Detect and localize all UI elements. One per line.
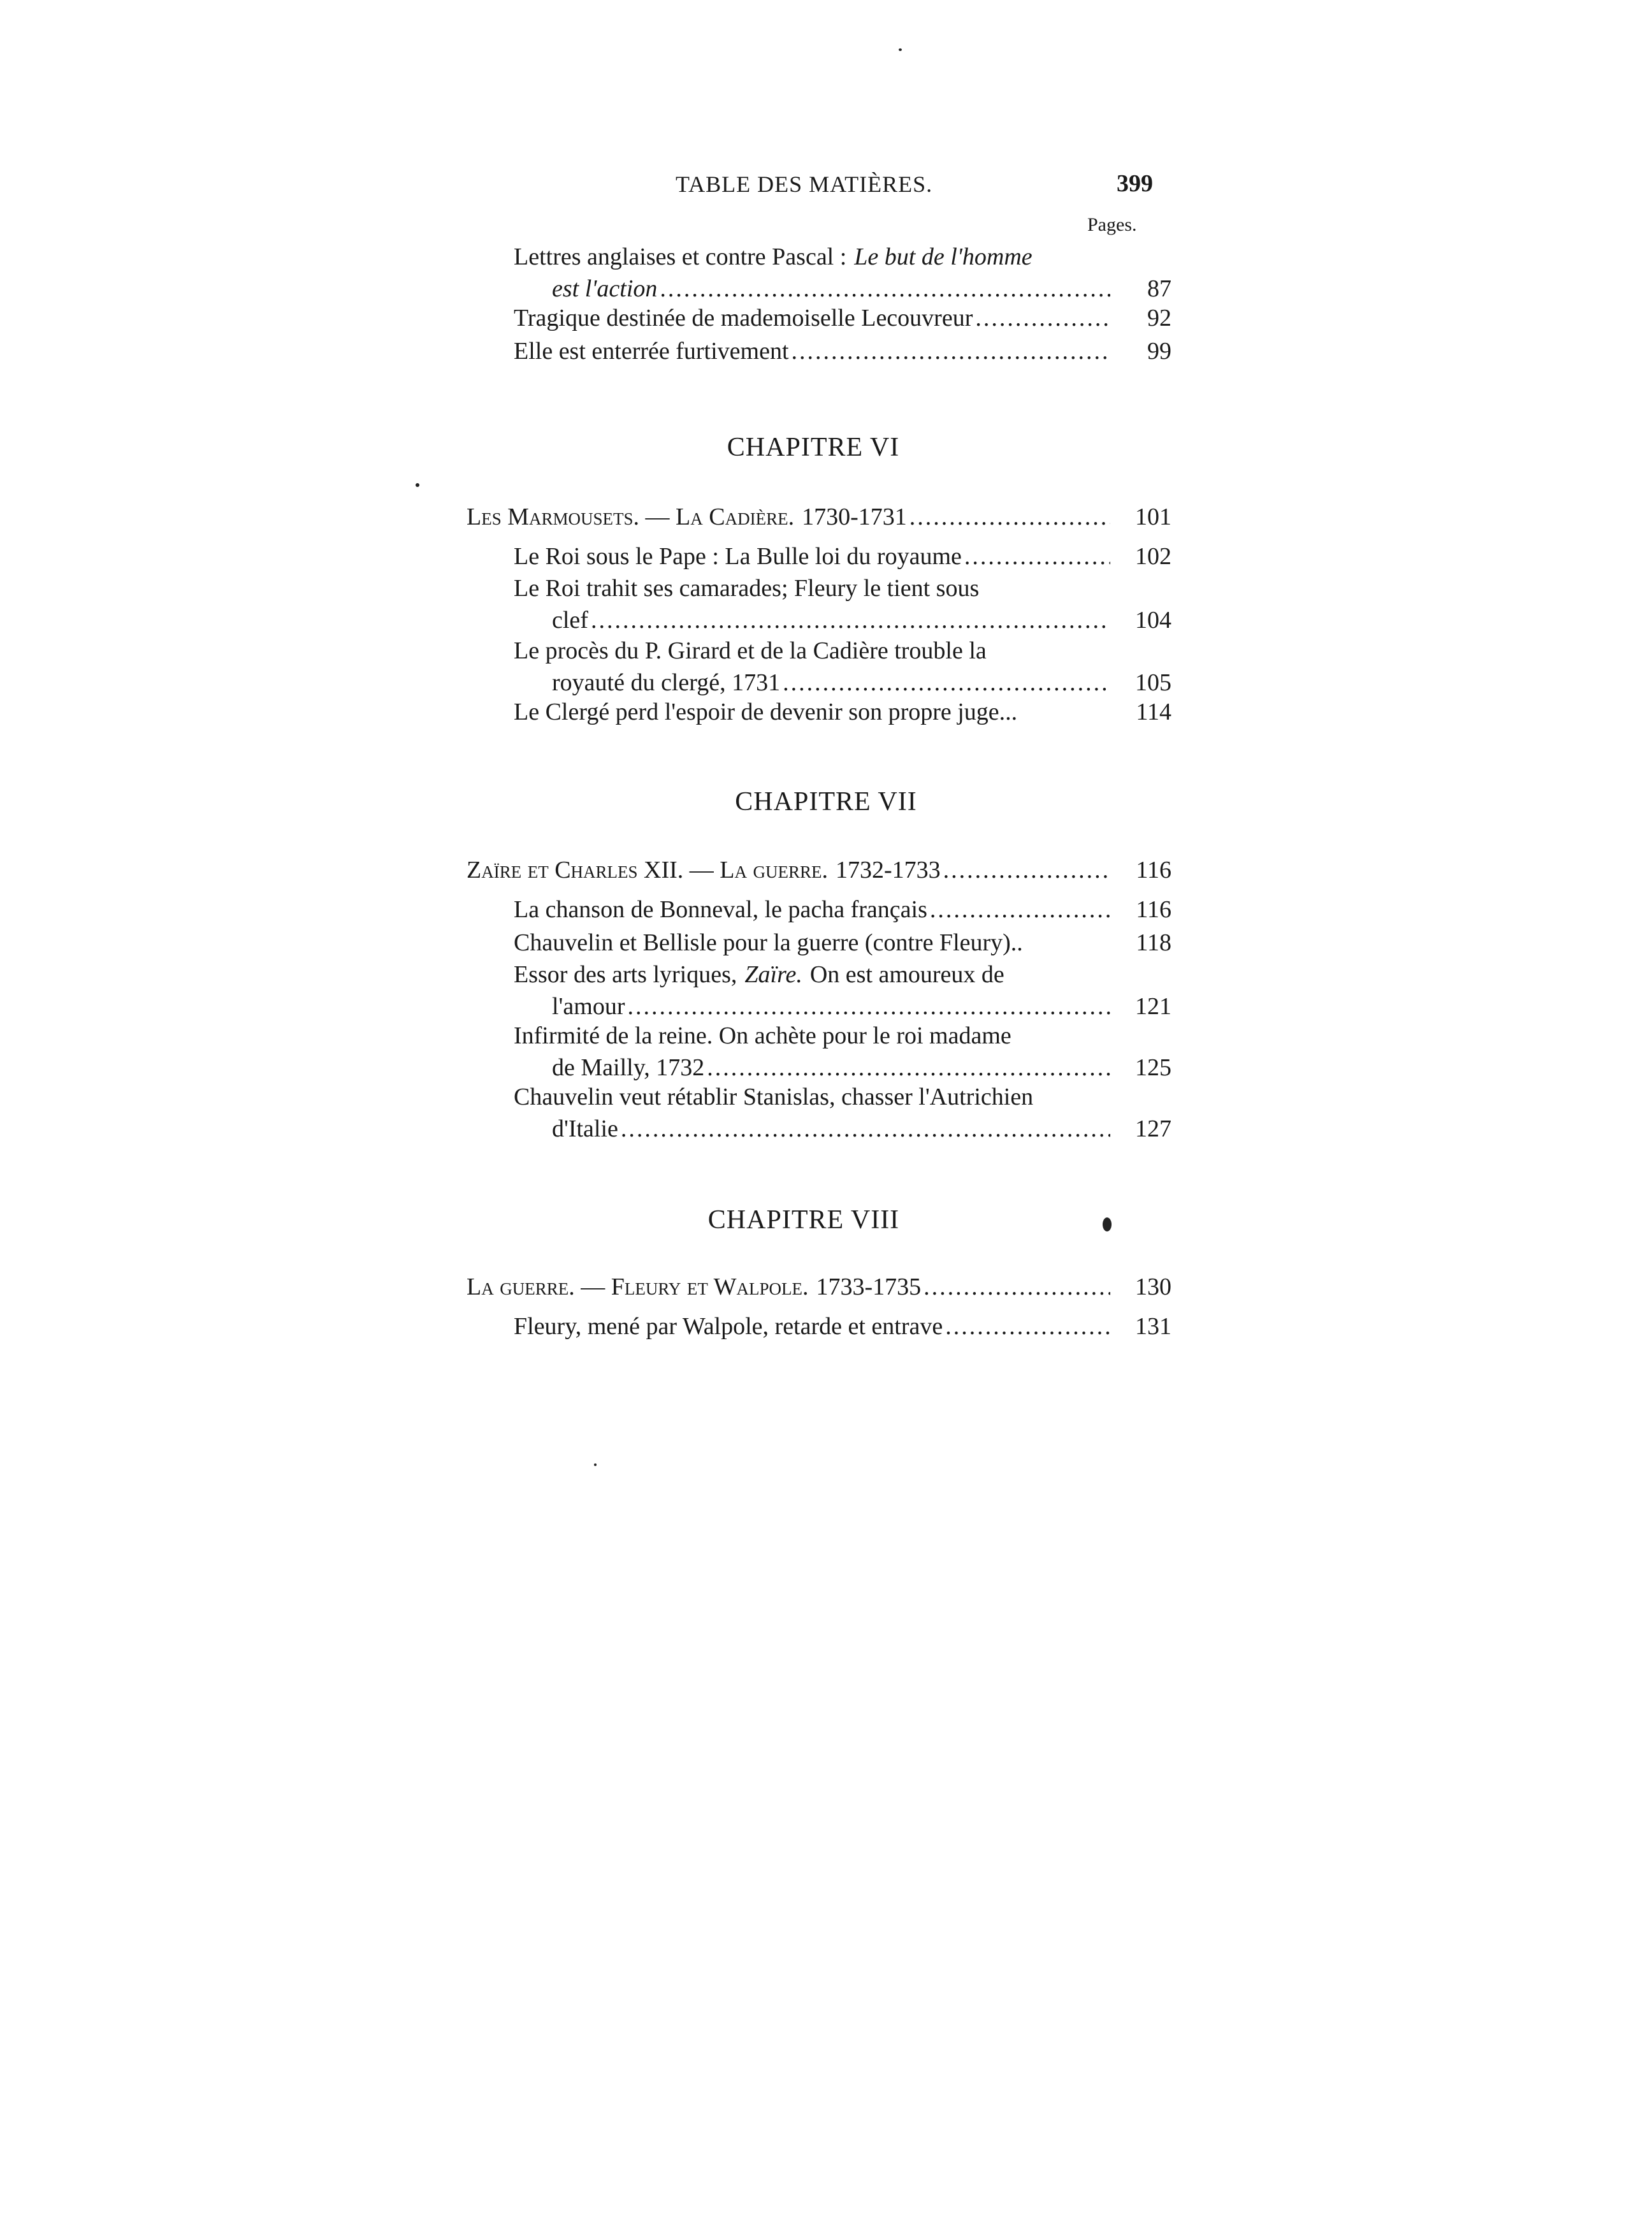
dot-leader: [943, 854, 1110, 886]
chapter-heading-vi: CHAPITRE VI: [727, 433, 900, 462]
toc-entry-infirmite: [514, 1020, 1171, 1084]
toc-page-number: 92: [1147, 305, 1171, 331]
toc-entry-text: Infirmité de la reine. On achète pour le roi madame: [514, 1022, 1011, 1049]
toc-entry-chauvelin: [514, 927, 1171, 959]
toc-entry-line: [514, 1113, 1171, 1145]
toc-entry-line: [514, 572, 1171, 604]
ink-speck: [594, 1463, 597, 1466]
toc-entry-text: royauté du clergé, 1731: [552, 669, 781, 696]
toc-entry-marmousets: [467, 501, 1171, 533]
toc-entry-zaire: [467, 854, 1171, 886]
dot-leader: [621, 1113, 1110, 1145]
toc-entry-text: La guerre. — Fleury et Walpole.: [467, 1274, 809, 1300]
toc-entry-years: 1732-1733: [836, 857, 941, 883]
toc-entry-text: l'amour: [552, 993, 625, 1020]
toc-entry-guerre: [467, 1271, 1171, 1303]
toc-entry-line: [514, 927, 1171, 959]
toc-entry-text: Le procès du P. Girard et de la Cadière trouble la: [514, 637, 987, 664]
toc-entry-enterree: [514, 335, 1171, 367]
toc-entry-line: [514, 335, 1171, 367]
toc-page-number: 105: [1135, 669, 1171, 696]
toc-entry-line: [514, 302, 1171, 334]
dot-leader: [627, 991, 1110, 1022]
toc-entry-text: Fleury, mené par Walpole, retarde et entrave: [514, 1313, 943, 1340]
dot-leader: [975, 302, 1110, 334]
toc-page-number: 116: [1136, 896, 1171, 923]
dot-leader: [792, 335, 1110, 367]
toc-page-number: 99: [1147, 338, 1171, 365]
toc-entry-text: Lettres anglaises et contre Pascal :: [514, 243, 847, 270]
ink-speck: [899, 48, 902, 51]
toc-page-number: 87: [1147, 275, 1171, 302]
toc-entry-text-italic: est l'action: [552, 275, 658, 302]
toc-entry-line: [514, 991, 1171, 1022]
ink-speck: [416, 483, 419, 487]
toc-page-number: 125: [1135, 1054, 1171, 1081]
toc-entry-text: Zaïre et Charles XII. — La guerre.: [467, 857, 829, 883]
toc-entry-years: 1730-1731: [802, 504, 907, 530]
toc-page-number: 118: [1136, 929, 1171, 956]
dot-leader: [783, 667, 1110, 699]
toc-entry-clerge: [514, 696, 1171, 728]
chapter-heading-vii: CHAPITRE VII: [735, 787, 917, 817]
running-header-title: TABLE DES MATIÈRES.: [676, 171, 933, 197]
toc-entry-text: Le Clergé perd l'espoir de devenir son propre juge...: [514, 699, 1018, 725]
toc-page-number: 102: [1135, 543, 1171, 570]
toc-entry-line: [467, 1271, 1171, 1303]
toc-entry-roi-pape: [514, 541, 1171, 572]
toc-entry-text: Chauvelin veut rétablir Stanislas, chasser l'Autrichien: [514, 1084, 1034, 1110]
toc-entry-tragique: [514, 302, 1171, 334]
toc-entry-line: [514, 604, 1171, 636]
toc-entry-line: [514, 1052, 1171, 1084]
toc-page-number: 130: [1135, 1274, 1171, 1300]
toc-entry-text: clef: [552, 607, 588, 634]
toc-entry-line: [467, 501, 1171, 533]
dot-leader: [909, 501, 1110, 533]
toc-entry-stanislas: [514, 1081, 1171, 1145]
dot-leader: [660, 273, 1110, 305]
toc-entry-line: [467, 854, 1171, 886]
toc-page-number: 104: [1135, 607, 1171, 634]
toc-entry-proces: [514, 635, 1171, 699]
toc-page-number: 131: [1135, 1313, 1171, 1340]
toc-entry-fleury-walpole: [514, 1310, 1171, 1342]
toc-page-number: 127: [1135, 1115, 1171, 1142]
page-number: 399: [1117, 170, 1153, 197]
toc-entry-line: [514, 696, 1171, 728]
toc-entry-line: [514, 241, 1171, 273]
toc-page-number: 121: [1135, 993, 1171, 1020]
toc-entry-text: Le Roi trahit ses camarades; Fleury le tient sous: [514, 575, 980, 602]
dot-leader: [945, 1310, 1110, 1342]
toc-entry-text-italic: Zaïre.: [744, 961, 802, 988]
toc-entry-line: [514, 667, 1171, 699]
toc-entry-lettres: [514, 241, 1171, 305]
toc-entry-roi-trahit: [514, 572, 1171, 636]
toc-entry-line: [514, 1310, 1171, 1342]
toc-entry-text: d'Italie: [552, 1115, 618, 1142]
toc-entry-text: de Mailly, 1732: [552, 1054, 705, 1081]
dot-leader: [591, 604, 1110, 636]
toc-entry-bonneval: [514, 894, 1171, 926]
dot-leader: [924, 1271, 1110, 1303]
toc-entry-text: Les Marmousets. — La Cadière.: [467, 504, 795, 530]
toc-entry-line: [514, 1081, 1171, 1113]
toc-entry-text: Essor des arts lyriques,: [514, 961, 737, 988]
toc-entry-text: Chauvelin et Bellisle pour la guerre (contre Fleury)..: [514, 929, 1023, 956]
toc-entry-text-italic: Le but de l'homme: [854, 243, 1032, 270]
toc-entry-line: [514, 273, 1171, 305]
toc-entry-line: [514, 894, 1171, 926]
dot-leader: [964, 541, 1110, 572]
toc-page-number: 116: [1136, 857, 1171, 883]
toc-entry-text: Le Roi sous le Pape : La Bulle loi du royaume: [514, 543, 962, 570]
toc-entry-text: Elle est enterrée furtivement: [514, 338, 789, 365]
toc-entry-line: [514, 1020, 1171, 1052]
toc-entry-text: La chanson de Bonneval, le pacha français: [514, 896, 927, 923]
dot-leader: [707, 1052, 1110, 1084]
toc-entry-essor: [514, 959, 1171, 1022]
toc-entry-line: [514, 541, 1171, 572]
toc-entry-line: [514, 959, 1171, 991]
toc-entry-text: Tragique destinée de mademoiselle Lecouvreur: [514, 305, 973, 331]
toc-page-number: 114: [1136, 699, 1171, 725]
toc-page-number: 101: [1135, 504, 1171, 530]
toc-entry-years: 1733-1735: [816, 1274, 922, 1300]
chapter-heading-viii: CHAPITRE VIII: [707, 1205, 900, 1235]
ink-speck: [1103, 1217, 1112, 1231]
dot-leader: [930, 894, 1110, 926]
toc-entry-line: [514, 635, 1171, 667]
pages-column-label: Pages.: [1087, 214, 1137, 235]
toc-entry-text: On est amoureux de: [809, 961, 1004, 988]
